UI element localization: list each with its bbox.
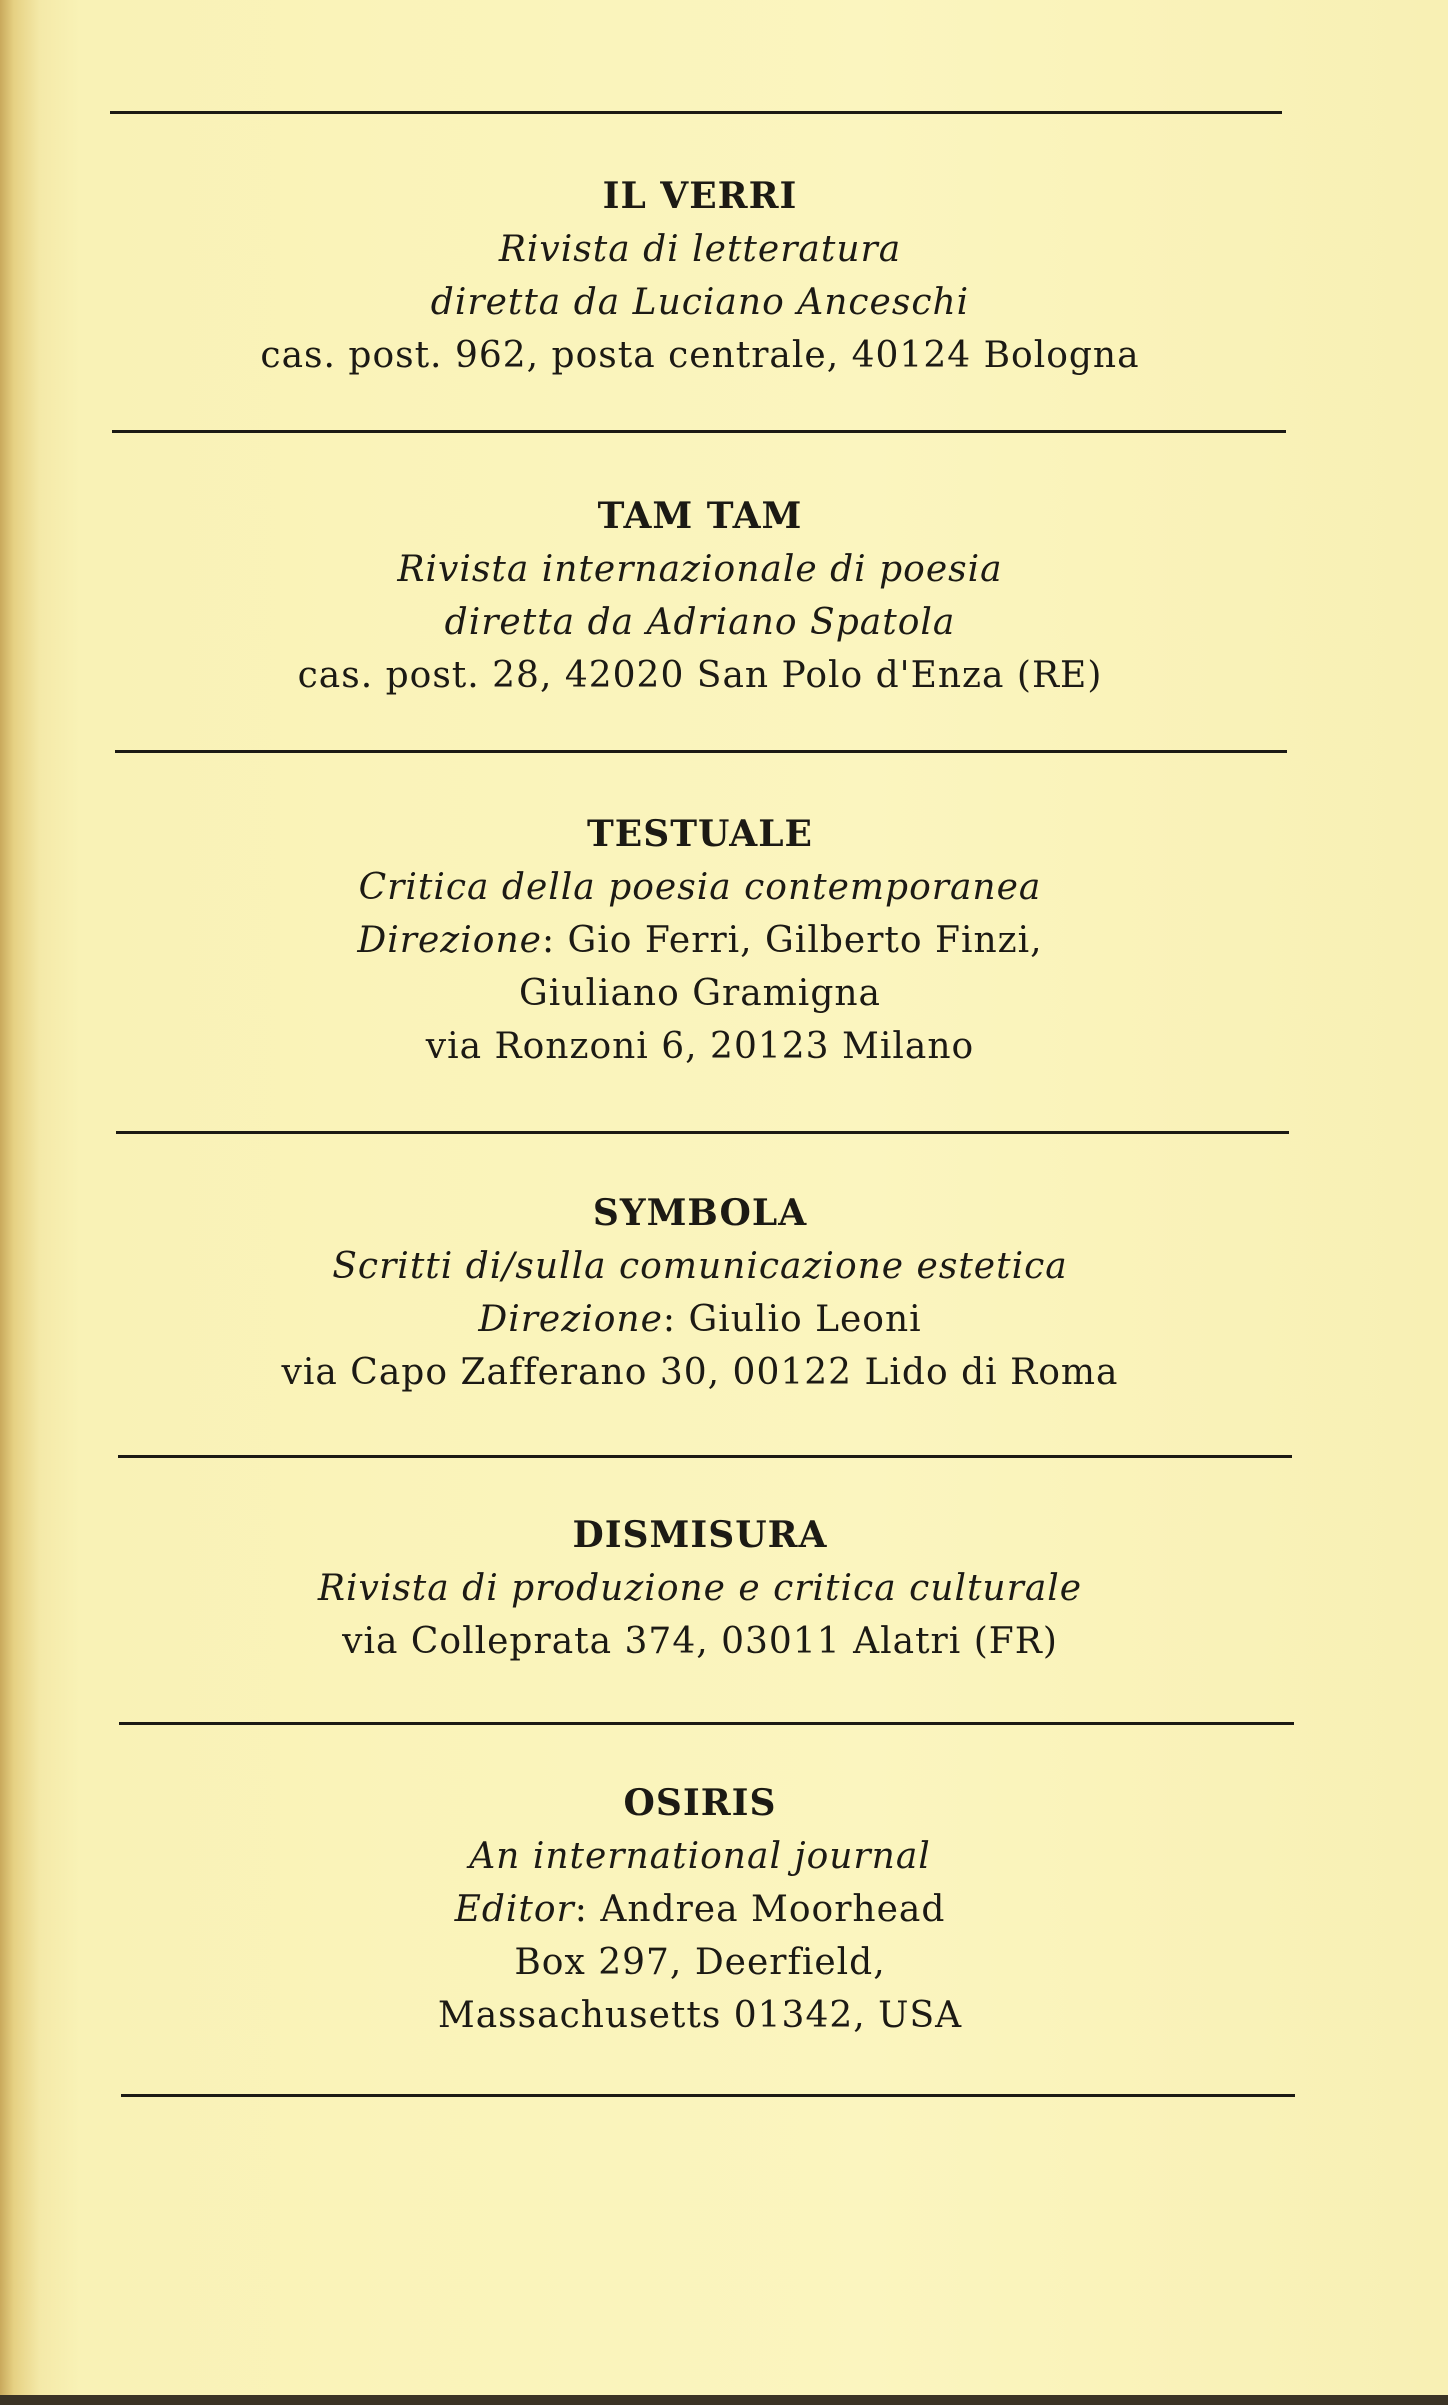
entry-director-line: Direzione: Gio Ferri, Gilberto Finzi, bbox=[357, 920, 1043, 961]
entry-title: SYMBOLA bbox=[592, 1192, 808, 1234]
divider-rule bbox=[119, 1722, 1294, 1725]
entry-director: Giulio Leoni bbox=[688, 1299, 922, 1340]
entry-title: DISMISURA bbox=[572, 1514, 828, 1556]
divider-rule bbox=[121, 2094, 1295, 2097]
entry-osiris bbox=[110, 1777, 1290, 2042]
entry-subtitle: Critica della poesia contemporanea bbox=[358, 867, 1042, 908]
entry-subtitle: Rivista internazionale di poesia bbox=[397, 549, 1003, 590]
entry-director: diretta da Luciano Anceschi bbox=[430, 282, 970, 323]
entry-role-label: Direzione bbox=[478, 1299, 663, 1340]
entry-testuale bbox=[110, 808, 1290, 1073]
entry-subtitle: An international journal bbox=[469, 1836, 931, 1877]
entry-title: TESTUALE bbox=[587, 813, 813, 855]
entry-symbola bbox=[110, 1187, 1290, 1399]
entry-director: diretta da Adriano Spatola bbox=[444, 602, 956, 643]
entry-director-line: Editor: Andrea Moorhead bbox=[454, 1889, 946, 1930]
entry-address-continued: Massachusetts 01342, USA bbox=[437, 1995, 963, 2036]
entry-subtitle: Rivista di letteratura bbox=[498, 229, 902, 270]
entry-tam-tam bbox=[110, 490, 1290, 702]
entry-director-continued: Giuliano Gramigna bbox=[518, 973, 882, 1014]
entry-director: Gio Ferri, Gilberto Finzi, bbox=[567, 920, 1043, 961]
page-edge bbox=[0, 2395, 1448, 2405]
entry-dismisura bbox=[110, 1509, 1290, 1668]
divider-rule bbox=[116, 1131, 1289, 1134]
divider-rule bbox=[112, 430, 1286, 433]
entry-subtitle: Scritti di/sulla comunicazione estetica bbox=[332, 1246, 1068, 1287]
entry-address: via Capo Zafferano 30, 00122 Lido di Roma bbox=[281, 1352, 1119, 1393]
entry-il-verri bbox=[110, 170, 1290, 382]
divider-rule bbox=[115, 750, 1287, 753]
entry-role-label: Editor bbox=[454, 1889, 575, 1930]
entry-role-label: Direzione bbox=[357, 920, 542, 961]
entry-address: via Colleprata 374, 03011 Alatri (FR) bbox=[342, 1621, 1058, 1662]
divider-rule bbox=[118, 1455, 1292, 1458]
entry-title: TAM TAM bbox=[597, 495, 803, 537]
entry-subtitle: Rivista di produzione e critica culturale bbox=[317, 1568, 1083, 1609]
entry-director: Andrea Moorhead bbox=[600, 1889, 946, 1930]
entry-title: IL VERRI bbox=[602, 175, 798, 217]
entry-director-line: Direzione: Giulio Leoni bbox=[478, 1299, 922, 1340]
entry-address: Box 297, Deerfield, bbox=[514, 1942, 886, 1983]
divider-rule bbox=[110, 111, 1282, 114]
entry-address: cas. post. 962, posta centrale, 40124 Bologna bbox=[260, 335, 1140, 376]
entry-address: via Ronzoni 6, 20123 Milano bbox=[425, 1026, 975, 1067]
entry-address: cas. post. 28, 42020 San Polo d'Enza (RE) bbox=[297, 655, 1103, 696]
entry-title: OSIRIS bbox=[623, 1782, 777, 1824]
